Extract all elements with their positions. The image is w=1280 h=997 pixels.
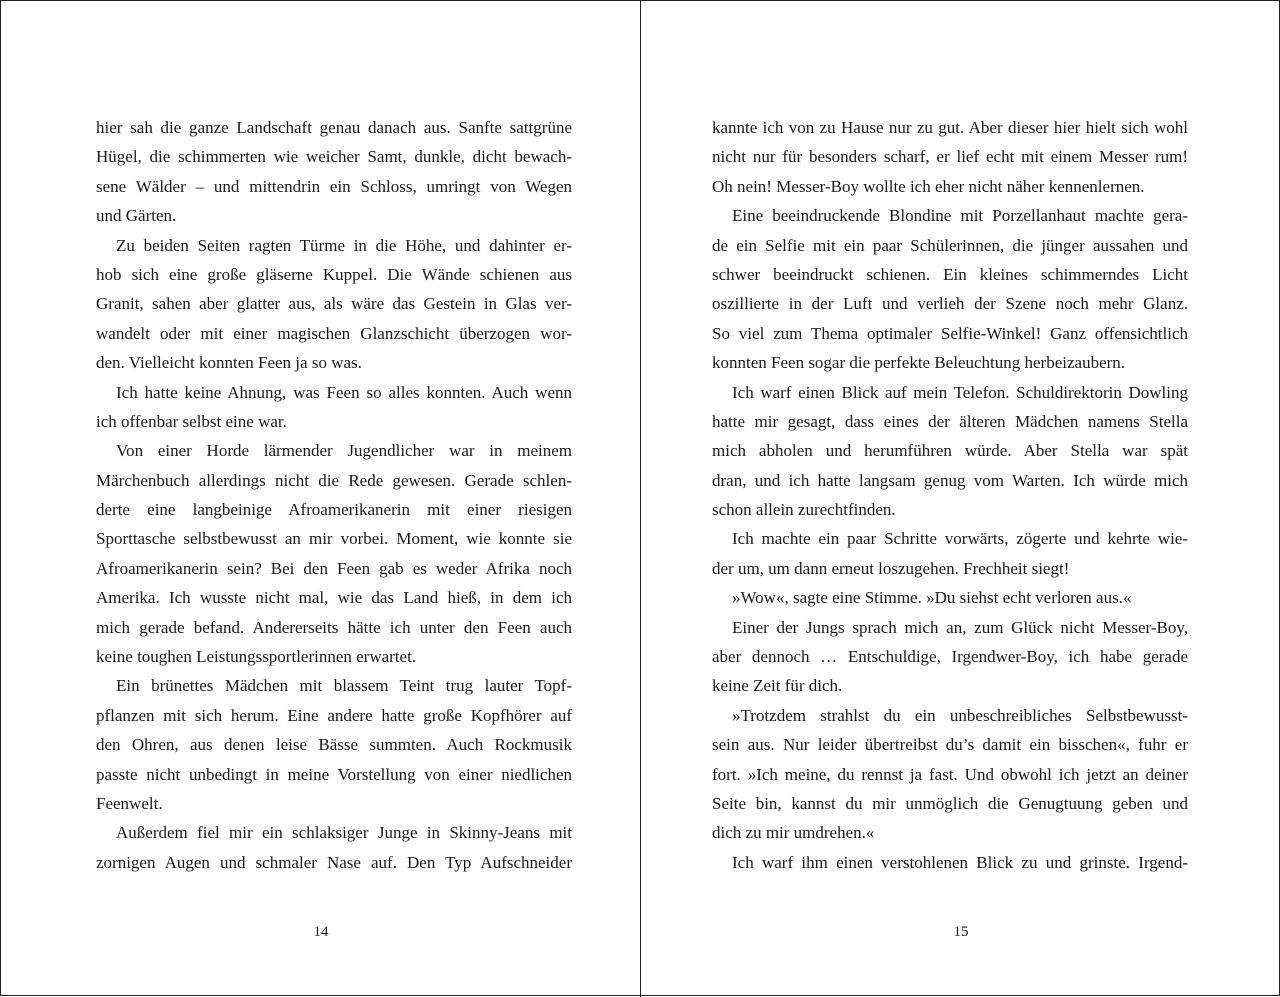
right-page-text — [712, 113, 1188, 877]
right-page-number: 15 — [953, 924, 969, 940]
text-line: keine toughen Leistungssportlerinnen erwartet. — [96, 647, 417, 667]
text-line: und Gärten. — [96, 206, 177, 226]
text-line: Ich warf einen Blick auf mein Telefon. Schuldirektorin Dowling — [732, 382, 1188, 402]
text-line: dich zu mir umdrehen.« — [712, 823, 875, 843]
text-line: schwer beeindruckt schienen. Ein kleines schimmerndes Licht — [712, 264, 1188, 284]
text-line: schon allein zurechtfinden. — [712, 500, 896, 520]
text-line: wandelt oder mit einer magischen Glanzschicht überzogen wor- — [96, 323, 572, 343]
text-line: oszillierte in der Luft und verlieh der Szene noch mehr Glanz. — [712, 294, 1188, 314]
text-line: hier sah die ganze Landschaft genau danach aus. Sanfte sattgrüne — [96, 118, 572, 137]
text-line: den Ohren, aus denen leise Bässe summten. Auch Rockmusik — [96, 735, 572, 755]
text-line: Sporttasche selbstbewusst an mir vorbei. Moment, wie konnte sie — [96, 529, 572, 549]
text-line: aber dennoch … Entschuldige, Irgendwer-Boy, ich habe gerade — [712, 647, 1188, 667]
text-line: So viel zum Thema optimaler Selfie-Winkel! Ganz offensichtlich — [712, 323, 1188, 343]
text-line: Ich warf ihm einen verstohlenen Blick zu und grinste. Irgend- — [732, 852, 1188, 872]
text-line: Außerdem fiel mir ein schlaksiger Junge in Skinny-Jeans mit — [116, 823, 572, 843]
text-line: Einer der Jungs sprach mich an, zum Glück nicht Messer-Boy, — [732, 617, 1188, 637]
text-line: nicht nur für besonders scharf, er lief echt mit einem Messer rum! — [712, 147, 1188, 167]
text-line: hob sich eine große gläserne Kuppel. Die Wände schienen aus — [96, 264, 572, 284]
text-line: Ich machte ein paar Schritte vorwärts, zögerte und kehrte wie- — [732, 529, 1188, 549]
text-line: ich offenbar selbst eine war. — [96, 411, 287, 431]
text-line: der um, um dann erneut loszugehen. Frechheit siegt! — [712, 558, 1070, 578]
text-line: sene Wälder – und mittendrin ein Schloss, umringt von Wegen — [96, 176, 572, 196]
page-gutter-divider — [640, 1, 641, 997]
left-page-number: 14 — [313, 924, 329, 940]
text-line: zornigen Augen und schmaler Nase auf. Den Typ Aufschneider — [96, 852, 572, 872]
text-line: kannte ich von zu Hause nur zu gut. Aber dieser hier hielt sich wohl — [712, 118, 1188, 137]
text-line: mich gerade befand. Andererseits hätte ich unter den Feen auch — [96, 617, 572, 637]
text-line: Von einer Horde lärmender Jugendlicher war in meinem — [116, 441, 572, 461]
text-line: Hügel, die schimmerten wie weicher Samt, dunkle, dicht bewach- — [96, 147, 572, 167]
text-line: Seite bin, kannst du mir unmöglich die Genugtuung geben und — [712, 793, 1188, 813]
text-line: fort. »Ich meine, du rennst ja fast. Und obwohl ich jetzt an deiner — [712, 764, 1188, 784]
text-line: Märchenbuch allerdings nicht die Rede gewesen. Gerade schlen- — [96, 470, 572, 490]
text-line: derte eine langbeinige Afroamerikanerin mit einer riesigen — [96, 500, 572, 520]
text-line: Oh nein! Messer-Boy wollte ich eher nicht näher kennenlernen. — [712, 176, 1145, 196]
text-line: Eine beeindruckende Blondine mit Porzellanhaut machte gera- — [732, 206, 1188, 226]
text-line: hatte mir gesagt, dass eines der älteren Mädchen namens Stella — [712, 411, 1188, 431]
left-page-text — [96, 113, 572, 877]
text-line: Granit, sahen aber glatter aus, als wäre das Gestein in Glas ver- — [96, 294, 572, 314]
text-line: pflanzen mit sich herum. Eine andere hatte große Kopfhörer auf — [96, 705, 572, 725]
text-line: den. Vielleicht konnten Feen ja so was. — [96, 353, 362, 373]
text-line: mich abholen und herumführen würde. Aber Stella war spät — [712, 441, 1188, 461]
text-line: keine Zeit für dich. — [712, 676, 843, 696]
text-line: sein aus. Nur leider übertreibst du’s damit ein bisschen«, fuhr er — [712, 735, 1188, 755]
text-line: Amerika. Ich wusste nicht mal, wie das Land hieß, in dem ich — [96, 588, 572, 608]
text-line: passte nicht unbedingt in meine Vorstellung von einer niedlichen — [96, 764, 572, 784]
text-line: dran, und ich hatte langsam genug vom Warten. Ich würde mich — [712, 470, 1188, 490]
text-line: Feenwelt. — [96, 793, 163, 813]
text-line: Ich hatte keine Ahnung, was Feen so alles konnten. Auch wenn — [116, 382, 572, 402]
text-line: Afroamerikanerin sein? Bei den Feen gab es weder Afrika noch — [96, 558, 572, 578]
text-line: Ein brünettes Mädchen mit blassem Teint trug lauter Topf- — [116, 676, 572, 696]
text-line: Zu beiden Seiten ragten Türme in die Höhe, und dahinter er- — [116, 235, 572, 255]
text-line: »Wow«, sagte eine Stimme. »Du siehst echt verloren aus.« — [732, 588, 1132, 608]
text-line: konnten Feen sogar die perfekte Beleuchtung herbeizaubern. — [712, 353, 1126, 373]
text-line: »Trotzdem strahlst du ein unbeschreibliches Selbstbewusst- — [732, 705, 1188, 725]
text-line: de ein Selfie mit ein paar Schülerinnen, die jünger aussahen und — [712, 235, 1188, 255]
